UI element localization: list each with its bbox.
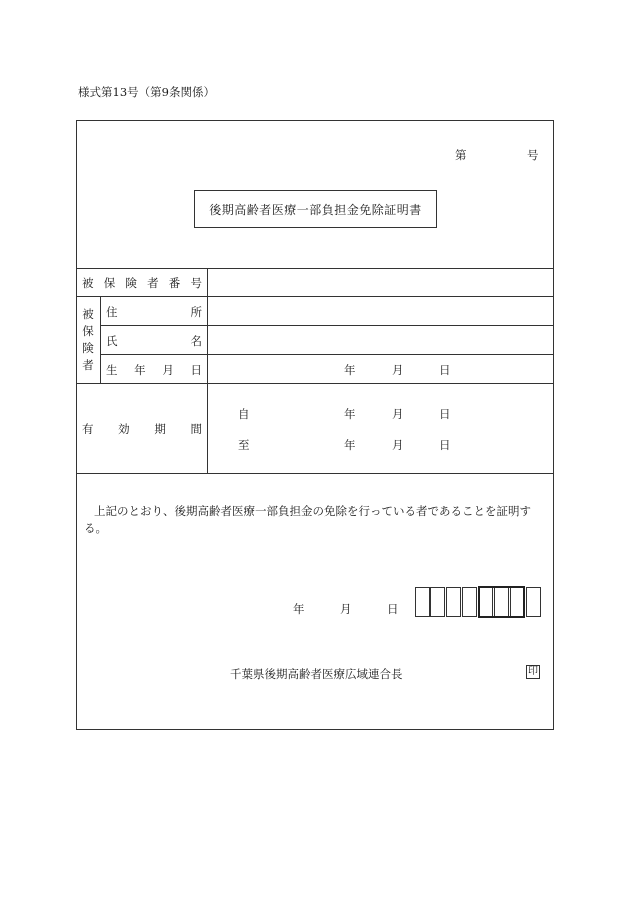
divider [100,296,101,383]
code-grid-highlight [478,586,525,618]
insured-number-label [82,275,202,291]
char: 年 [134,363,146,377]
birthdate-field[interactable] [208,355,553,383]
validity-to-day: 日 [439,438,451,452]
divider [76,473,554,474]
char: 効 [118,422,130,436]
insured-group-label [80,306,96,373]
char: 険 [125,276,137,290]
certification-statement: 上記のとおり、後期高齢者医療一部負担金の免除を行っている者であることを証明する。 [84,504,531,535]
char: 間 [190,422,202,436]
address-label [106,304,202,320]
char: 所 [190,305,202,319]
char: 保 [103,276,116,290]
char: 日 [190,363,202,377]
validity-from-day: 日 [439,407,451,421]
issue-year: 年 [293,602,305,616]
validity-from-year: 年 [344,407,356,421]
birth-day: 日 [439,363,451,377]
char: 者 [82,358,94,372]
issue-month: 月 [340,602,352,616]
char: 住 [106,305,118,319]
char: 名 [190,334,202,348]
form-reference: 様式第13号（第9条関係） [78,85,215,99]
char: 期 [154,422,166,436]
code-cell[interactable] [526,587,541,617]
certificate-title-text: 後期高齢者医療一部負担金免除証明書 [209,202,422,217]
name-label [106,333,202,349]
issuer-name: 千葉県後期高齢者医療広域連合長 [230,667,403,681]
char: 氏 [106,334,118,348]
number-go: 号 [527,148,539,162]
validity-from-label: 自 [238,407,250,421]
address-field[interactable] [208,297,553,325]
char: 号 [190,276,202,290]
certificate-title [194,190,437,228]
birthdate-label [106,362,202,378]
birth-year: 年 [344,363,356,377]
name-field[interactable] [208,326,553,354]
char: 者 [147,276,159,290]
divider [76,383,554,384]
code-cell[interactable] [446,587,461,617]
char: 番 [168,276,181,290]
validity-to-label: 至 [238,438,250,452]
code-cell[interactable] [462,587,477,617]
birth-month: 月 [392,363,404,377]
char: 保 [82,324,94,338]
char: 被 [82,307,94,321]
validity-to-year: 年 [344,438,356,452]
char: 月 [162,363,174,377]
char: 険 [82,341,94,355]
char: 有 [82,422,94,436]
validity-from-month: 月 [392,407,404,421]
seal-mark: 印 [528,666,538,677]
char: 生 [106,363,118,377]
code-cell[interactable] [430,587,445,617]
code-cell[interactable] [415,587,430,617]
validity-label [82,421,202,437]
insured-number-field[interactable] [208,269,553,296]
char: 被 [82,276,94,290]
validity-to-month: 月 [392,438,404,452]
issue-day: 日 [387,602,399,616]
number-dai: 第 [455,148,467,162]
